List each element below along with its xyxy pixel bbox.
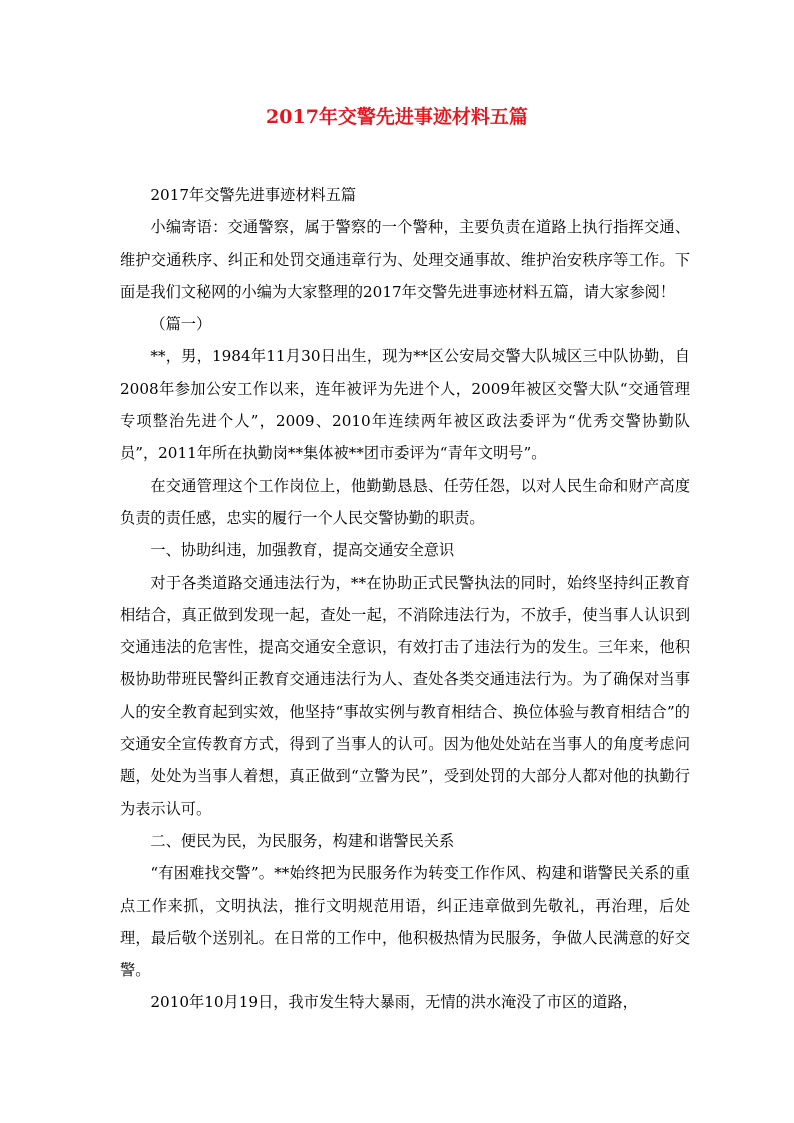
body-paragraph: “有困难找交警”。**始终把为民服务作为转变工作作风、构建和谐警民关系的重点工作来抓，文明执法，推行文明规范用语，纠正违章做到先敬礼，再治理，后处理，最后敬个送别礼。在日常的工作中，他积极热情为民服务，争做人民满意的好交警。	[120, 864, 690, 980]
body-paragraph: 在交通管理这个工作岗位上，他勤勤恳恳、任劳任怨，以对人民生命和财产高度负责的责任感，忠实的履行一个人民交警协勤的职责。	[120, 476, 690, 527]
profile-paragraph: **，男，1984年11月30日出生，现为**区公安局交警大队城区三中队协勤，自2008年参加公安工作以来，连年被评为先进个人，2009年被区交警大队“交通管理专项整治先进个人”，2009、2010年连续两年被区政法委评为“优秀交警协勤队员”，2011年所在执勤岗**集体被**团市委评为“青年文明号”。	[120, 347, 690, 463]
subtitle-paragraph: 2017年交警先进事迹材料五篇	[150, 186, 357, 204]
document-body	[120, 179, 690, 1019]
document-title: 2017年交警先进事迹材料五篇	[266, 106, 528, 128]
section-heading-2: 二、便民为民，为民服务，构建和谐警民关系	[150, 831, 455, 850]
section-heading-1: 一、协助纠违，加强教育，提高交通安全意识	[150, 541, 455, 560]
body-paragraph: 2010年10月19日，我市发生特大暴雨，无情的洪水淹没了市区的道路，	[150, 993, 638, 1012]
section-label: （篇一）	[150, 315, 212, 334]
editor-note-paragraph: 小编寄语：交通警察，属于警察的一个警种，主要负责在道路上执行指挥交通、维护交通秩序、纠正和处罚交通违章行为、处理交通事故、维护治安秩序等工作。下面是我们文秘网的小编为大家整理的2017年交警先进事迹材料五篇，请大家参阅！	[120, 218, 690, 301]
body-paragraph: 对于各类道路交通违法行为，**在协助正式民警执法的同时，始终坚持纠正教育相结合，真正做到发现一起，查处一起，不消除违法行为，不放手，使当事人认识到交通违法的危害性，提高交通安全意识，有效打击了违法行为的发生。三年来，他积极协助带班民警纠正教育交通违法行为人、查处各类交通违法行为。为了确保对当事人的安全教育起到实效，他坚持“事故实例与教育相结合、换位体验与教育相结合”的交通安全宣传教育方式，得到了当事人的认可。因为他处处站在当事人的角度考虑问题，处处为当事人着想，真正做到“立警为民”，受到处罚的大部分人都对他的执勤行为表示认可。	[120, 573, 690, 818]
